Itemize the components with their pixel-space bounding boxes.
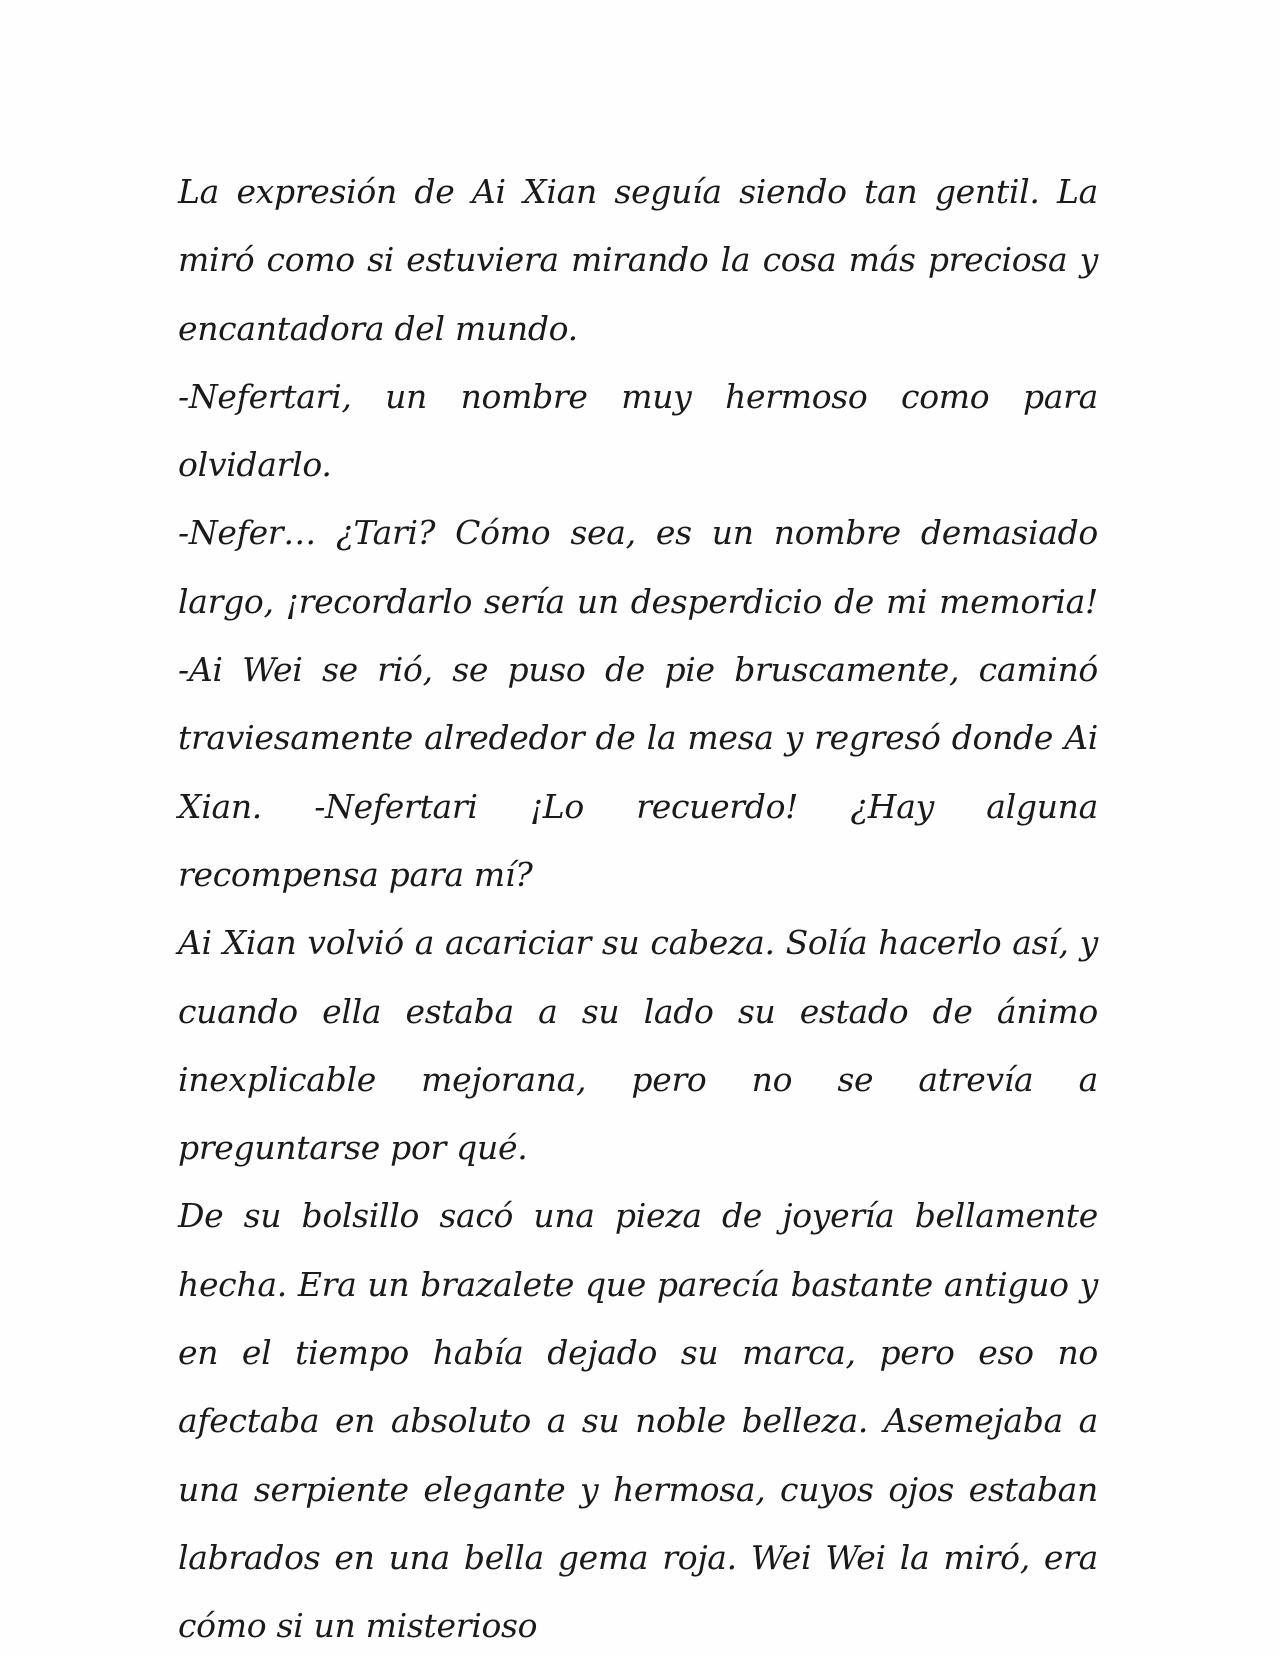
- paragraph: -Nefer… ¿Tari? Cómo sea, es un nombre demasiado largo, ¡recordarlo sería un desperdicio de mi memoria! -Ai Wei se rió, se puso de pie bruscamente, caminó traviesamente alrededor de la mesa y regresó donde Ai Xian. -Nefertari ¡Lo recuerdo! ¿Hay alguna recompensa para mí?: [178, 513, 1098, 894]
- paragraph: -Nefertari, un nombre muy hermoso como para olvidarlo.: [178, 376, 1098, 485]
- body-text: [178, 158, 1098, 1661]
- paragraph: La expresión de Ai Xian seguía siendo tan gentil. La miró como si estuviera mirando la cosa más preciosa y encantadora del mundo.: [178, 172, 1098, 348]
- paragraph: Ai Xian volvió a acariciar su cabeza. Solía hacerlo así, y cuando ella estaba a su lado su estado de ánimo inexplicable mejorana, pero no se atrevía a preguntarse por qué.: [178, 923, 1098, 1168]
- paragraph: De su bolsillo sacó una pieza de joyería bellamente hecha. Era un brazalete que parecía bastante antiguo y en el tiempo había dejado su marca, pero eso no afectaba en absoluto a su noble belleza. Asemejaba a una serpiente elegante y hermosa, cuyos ojos estaban labrados en una bella gema roja. Wei Wei la miró, era cómo si un misterioso: [178, 1196, 1098, 1646]
